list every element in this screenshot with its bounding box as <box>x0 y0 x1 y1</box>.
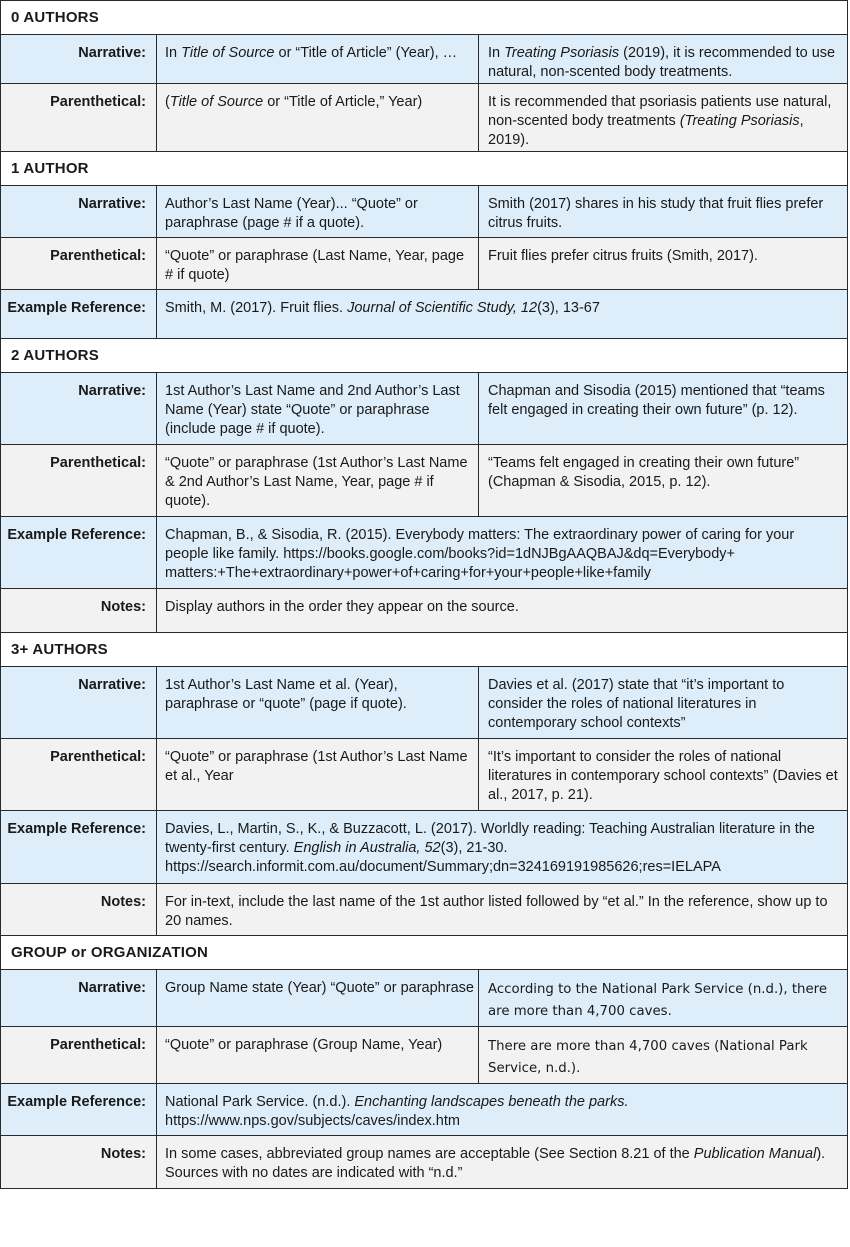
section-header-group-organization <box>0 936 848 970</box>
section-header-2-authors <box>0 339 848 373</box>
row-notes <box>0 884 848 936</box>
section-title: 2 AUTHORS <box>11 347 99 364</box>
format-rule: In Title of Source or “Title of Article” (Year), … <box>157 35 479 83</box>
row-label: Notes: <box>1 884 157 935</box>
row-label: Notes: <box>1 1136 157 1188</box>
citation-example: Davies et al. (2017) state that “it’s important to consider the roles of national literatures in contemporary school contexts” <box>488 677 785 731</box>
citation-example: There are more than 4,700 caves (National Park Service, n.d.). <box>488 1039 808 1076</box>
format-rule: 1st Author’s Last Name and 2nd Author’s Last Name (Year) state “Quote” or paraphrase (include page # if quote). <box>157 373 479 444</box>
format-rule: 1st Author’s Last Name et al. (Year), paraphrase or “quote” (page if quote). <box>157 667 479 738</box>
row-notes <box>0 1136 848 1189</box>
row-notes <box>0 589 848 633</box>
section-title: 3+ AUTHORS <box>11 641 108 658</box>
format-rule: Author’s Last Name (Year)... “Quote” or paraphrase (page # if a quote). <box>157 186 479 237</box>
row-parenthetical <box>0 1027 848 1084</box>
row-label: Example Reference: <box>1 517 157 588</box>
notes-text: For in-text, include the last name of the 1st author listed followed by “et al.” In the reference, show up to 20 names. <box>165 894 828 929</box>
row-narrative <box>0 667 848 739</box>
row-example-reference <box>0 290 848 339</box>
citation-example: “It’s important to consider the roles of national literatures in contemporary school contexts” (Davies et al., 2017, p. 21). <box>488 749 838 803</box>
notes-text: Display authors in the order they appear on the source. <box>165 599 519 615</box>
citation-example: In Treating Psoriasis (2019), it is recommended to use natural, non-scented body treatments. <box>488 45 836 80</box>
notes-text: In some cases, abbreviated group names are acceptable (See Section 8.21 of the Publication Manual). Sources with no dates are indicated with “n.d.” <box>165 1146 826 1181</box>
row-label: Example Reference: <box>1 290 157 338</box>
row-example-reference <box>0 811 848 884</box>
row-label: Narrative: <box>1 186 157 237</box>
format-rule: (Title of Source or “Title of Article,” Year) <box>157 84 479 151</box>
format-rule: “Quote” or paraphrase (1st Author’s Last Name et al., Year <box>157 739 479 810</box>
row-label: Parenthetical: <box>1 238 157 289</box>
row-label: Example Reference: <box>1 811 157 883</box>
row-parenthetical <box>0 238 848 290</box>
row-label: Parenthetical: <box>1 84 157 151</box>
format-rule: “Quote” or paraphrase (1st Author’s Last Name & 2nd Author’s Last Name, Year, page # if quote). <box>157 445 479 516</box>
row-label: Parenthetical: <box>1 1027 157 1083</box>
reference-entry: National Park Service. (n.d.). Enchanting landscapes beneath the parks. https://www.nps.gov/subjects/caves/index.htm <box>165 1094 629 1129</box>
citation-example: Smith (2017) shares in his study that fruit flies prefer citrus fruits. <box>488 196 824 231</box>
section-header-3-plus-authors <box>0 633 848 667</box>
row-example-reference <box>0 517 848 589</box>
section-header-1-author <box>0 152 848 186</box>
row-label: Parenthetical: <box>1 739 157 810</box>
row-label: Notes: <box>1 589 157 632</box>
row-narrative <box>0 373 848 445</box>
row-label: Parenthetical: <box>1 445 157 516</box>
citation-example: “Teams felt engaged in creating their own future” (Chapman & Sisodia, 2015, p. 12). <box>488 455 800 490</box>
reference-entry: Davies, L., Martin, S., K., & Buzzacott, L. (2017). Worldly reading: Teaching Australian literature in the twenty-first century. English in Australia, 52(3), 21-30. https://search.informit.com.au/document/Summary;dn=324169191985626;res=IELAPA <box>165 821 815 875</box>
row-parenthetical <box>0 84 848 152</box>
citation-example: Fruit flies prefer citrus fruits (Smith, 2017). <box>488 248 758 264</box>
row-label: Example Reference: <box>1 1084 157 1135</box>
section-title: 1 AUTHOR <box>11 160 89 177</box>
citation-example: Chapman and Sisodia (2015) mentioned that “teams felt engaged in creating their own future” (p. 12). <box>488 383 825 418</box>
reference-entry: Smith, M. (2017). Fruit flies. Journal of Scientific Study, 12(3), 13-67 <box>165 300 600 316</box>
format-rule: “Quote” or paraphrase (Group Name, Year) <box>157 1027 479 1083</box>
section-title: 0 AUTHORS <box>11 9 99 26</box>
format-rule: “Quote” or paraphrase (Last Name, Year, page # if quote) <box>157 238 479 289</box>
row-narrative <box>0 186 848 238</box>
row-label: Narrative: <box>1 667 157 738</box>
reference-entry: Chapman, B., & Sisodia, R. (2015). Everybody matters: The extraordinary power of caring for your people like family. https://books.google.com/books?id=1dNJBgAAQBAJ&dq=Everybody+ matters:+The+extraordinary+power+of+caring+for+your+people+like+family <box>165 527 795 581</box>
row-label: Narrative: <box>1 35 157 83</box>
citation-example: It is recommended that psoriasis patients use natural, non-scented body treatments (Treating Psoriasis, 2019). <box>488 94 832 148</box>
row-label: Narrative: <box>1 970 157 1026</box>
section-title: GROUP or ORGANIZATION <box>11 944 208 961</box>
citation-example: According to the National Park Service (n.d.), there are more than 4,700 caves. <box>488 982 827 1019</box>
row-narrative <box>0 35 848 84</box>
section-header-0-authors <box>0 1 848 35</box>
row-example-reference <box>0 1084 848 1136</box>
row-label: Narrative: <box>1 373 157 444</box>
row-parenthetical <box>0 445 848 517</box>
format-rule: Group Name state (Year) “Quote” or paraphrase <box>157 970 479 1026</box>
row-parenthetical <box>0 739 848 811</box>
row-narrative <box>0 970 848 1027</box>
